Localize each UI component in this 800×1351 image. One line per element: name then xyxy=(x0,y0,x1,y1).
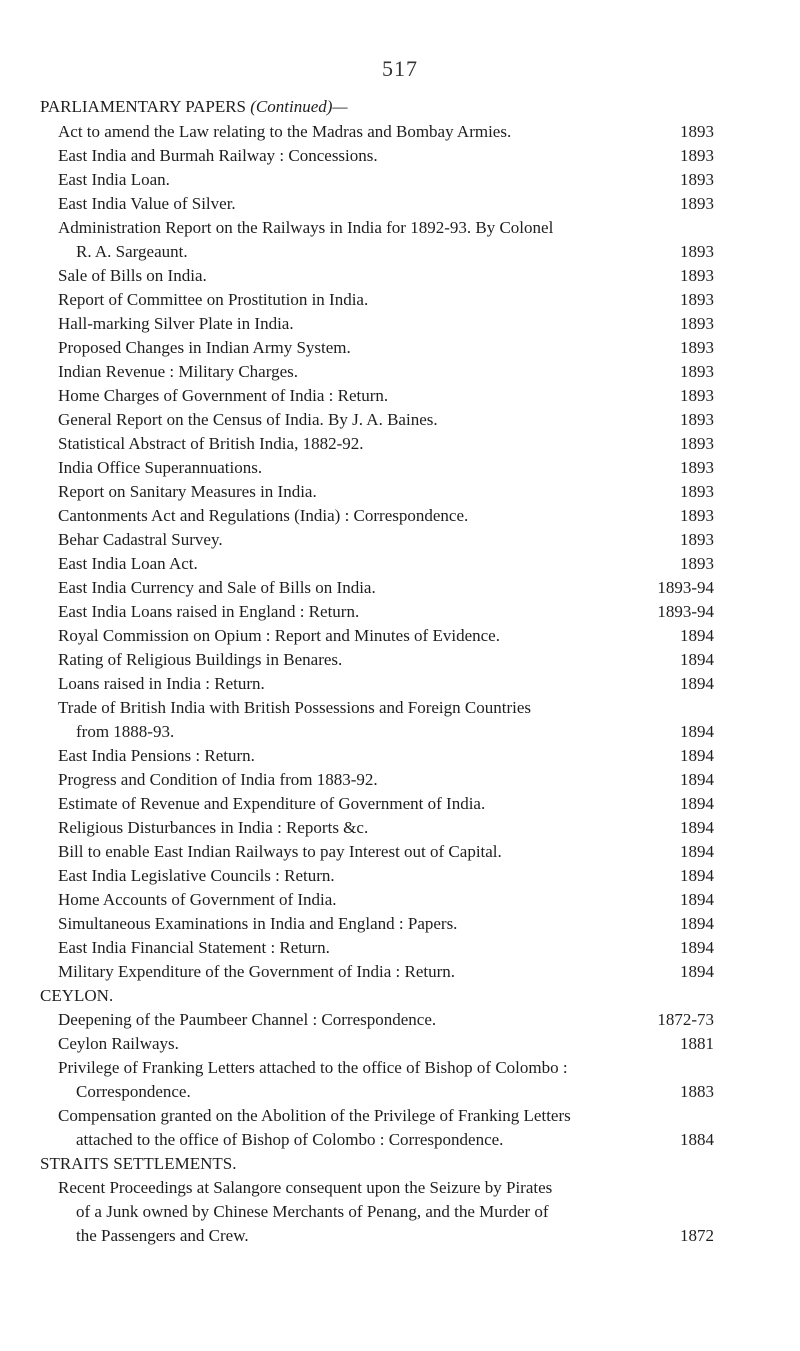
list-item: East India Value of Silver. 1893 xyxy=(58,192,714,216)
list-item: Act to amend the Law relating to the Madras and Bombay Armies. 1893 xyxy=(58,120,714,144)
list-item: East India Loan Act. 1893 xyxy=(58,552,714,576)
list-item: Proposed Changes in Indian Army System. 1893 xyxy=(58,336,714,360)
list-item: Statistical Abstract of British India, 1882-92. 1893 xyxy=(58,432,714,456)
list-item: Recent Proceedings at Salangore consequent upon the Seizure by Pirates of a Junk owned by Chinese Merchants of Penang, and the Murder of the Passengers and Crew. 1872 xyxy=(58,1176,714,1248)
list-item: Cantonments Act and Regulations (India) : Correspondence. 1893 xyxy=(58,504,714,528)
list-item: General Report on the Census of India. By J. A. Baines. 1893 xyxy=(58,408,714,432)
ceylon-entry-list xyxy=(0,1008,800,1152)
list-item: Hall-marking Silver Plate in India. 1893 xyxy=(58,312,714,336)
list-item: East India Financial Statement : Return. 1894 xyxy=(58,936,714,960)
list-item: Behar Cadastral Survey. 1893 xyxy=(58,528,714,552)
list-item: Privilege of Franking Letters attached to the office of Bishop of Colombo : Correspondence. 1883 xyxy=(58,1056,714,1104)
list-item: Administration Report on the Railways in India for 1892-93. By Colonel R. A. Sargeaunt. 1893 xyxy=(58,216,714,264)
document-body xyxy=(0,94,800,1248)
section-heading-ceylon: CEYLON. xyxy=(40,986,114,1005)
list-item: Deepening of the Paumbeer Channel : Correspondence. 1872-73 xyxy=(58,1008,714,1032)
list-item: Indian Revenue : Military Charges. 1893 xyxy=(58,360,714,384)
india-entry-list xyxy=(0,120,800,984)
list-item: Report of Committee on Prostitution in India. 1893 xyxy=(58,288,714,312)
heading-continued: (Continued)— xyxy=(250,97,348,116)
list-item: Home Accounts of Government of India. 1894 xyxy=(58,888,714,912)
list-item: Estimate of Revenue and Expenditure of Government of India. 1894 xyxy=(58,792,714,816)
list-item: Royal Commission on Opium : Report and Minutes of Evidence. 1894 xyxy=(58,624,714,648)
list-item: Military Expenditure of the Government of India : Return. 1894 xyxy=(58,960,714,984)
list-item: Rating of Religious Buildings in Benares. 1894 xyxy=(58,648,714,672)
heading-title: PARLIAMENTARY PAPERS xyxy=(40,97,247,116)
list-item: East India Currency and Sale of Bills on India. 1893-94 xyxy=(58,576,714,600)
list-item: East India Loan. 1893 xyxy=(58,168,714,192)
list-item: East India Pensions : Return. 1894 xyxy=(58,744,714,768)
section-heading-parliamentary-papers xyxy=(40,94,800,120)
list-item: Report on Sanitary Measures in India. 1893 xyxy=(58,480,714,504)
list-item: Compensation granted on the Abolition of the Privilege of Franking Letters attached to the office of Bishop of Colombo : Correspondence. 1884 xyxy=(58,1104,714,1152)
list-item: East India Loans raised in England : Return. 1893-94 xyxy=(58,600,714,624)
list-item: Home Charges of Government of India : Return. 1893 xyxy=(58,384,714,408)
list-item: Sale of Bills on India. 1893 xyxy=(58,264,714,288)
list-item: Simultaneous Examinations in India and England : Papers. 1894 xyxy=(58,912,714,936)
list-item: Religious Disturbances in India : Reports &c. 1894 xyxy=(58,816,714,840)
page-number: 517 xyxy=(382,56,418,81)
list-item: East India Legislative Councils : Return. 1894 xyxy=(58,864,714,888)
list-item: Trade of British India with British Possessions and Foreign Countries from 1888-93. 1894 xyxy=(58,696,714,744)
list-item: Loans raised in India : Return. 1894 xyxy=(58,672,714,696)
list-item: East India and Burmah Railway : Concessions. 1893 xyxy=(58,144,714,168)
list-item: India Office Superannuations. 1893 xyxy=(58,456,714,480)
section-heading-straits-settlements: STRAITS SETTLEMENTS. xyxy=(40,1154,237,1173)
straits-entry-list xyxy=(0,1176,800,1248)
list-item: Ceylon Railways. 1881 xyxy=(58,1032,714,1056)
list-item: Progress and Condition of India from 1883-92. 1894 xyxy=(58,768,714,792)
list-item: Bill to enable East Indian Railways to pay Interest out of Capital. 1894 xyxy=(58,840,714,864)
